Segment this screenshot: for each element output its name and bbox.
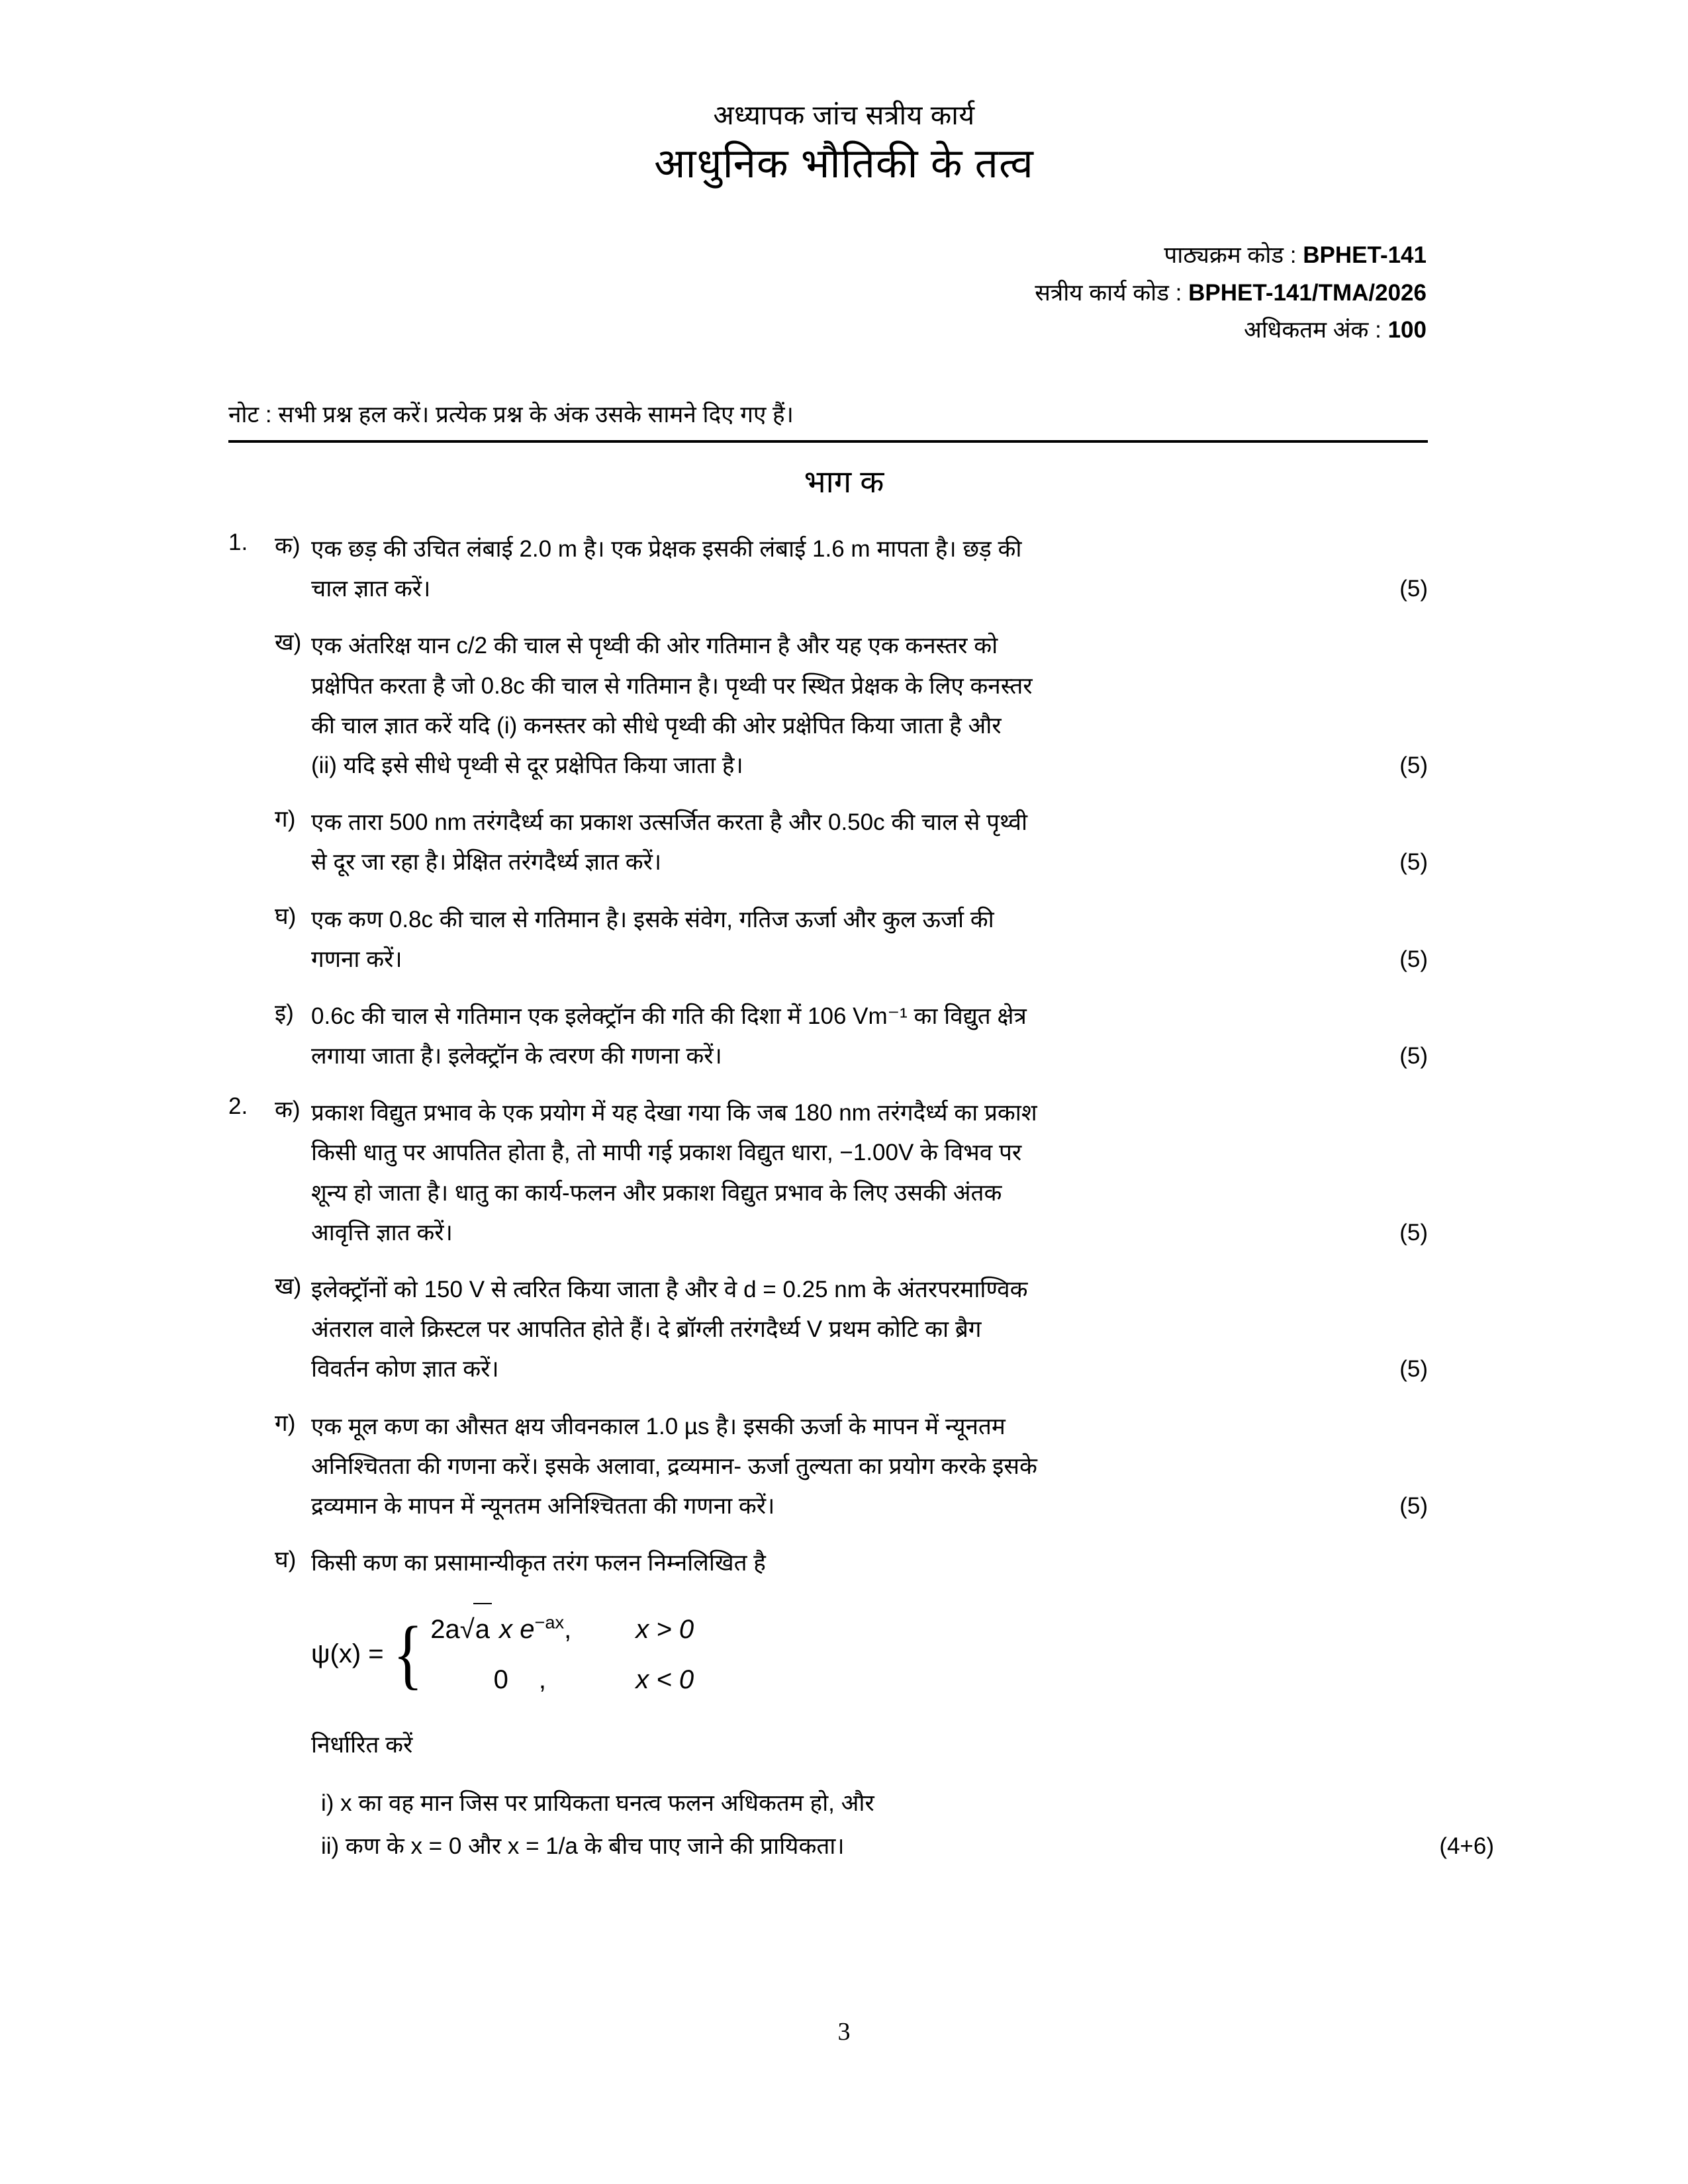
meta-maximum-marks-label: अधिकतम अंक : <box>1243 317 1388 343</box>
text-line: एक मूल कण का औसत क्षय जीवनकाल 1.0 µs है। इसकी ऊर्जा के मापन में न्यूनतम <box>311 1413 1006 1439</box>
question-2-part-a <box>228 1093 1428 1253</box>
question-1-parts <box>228 529 1428 1076</box>
text-line: किसी कण का प्रसामान्यीकृत तरंग फलन निम्नलिखित है <box>311 1550 766 1576</box>
marks-value: (5) <box>1399 1356 1428 1383</box>
meta-maximum-marks-value: 100 <box>1387 317 1427 343</box>
text-line: से दूर जा रहा है। प्रेक्षित तरंगदैर्ध्य ज्ञात करें। (5) <box>311 842 1315 882</box>
sqrt-icon: √ <box>459 1615 475 1645</box>
text-line: एक अंतरिक्ष यान c/2 की चाल से पृथ्वी की ओर गतिमान है और यह एक कनस्तर को <box>311 633 998 659</box>
marks-value: (5) <box>1399 1219 1428 1246</box>
meta-course-code <box>1035 237 1427 275</box>
formula-comma: , <box>564 1615 572 1645</box>
meta-assignment-code <box>1035 275 1427 312</box>
course-meta-block <box>1035 237 1427 349</box>
left-brace-icon: { <box>393 1610 423 1697</box>
text-line: चाल ज्ञात करें। (5) <box>311 569 1315 609</box>
question-2-part-a-label: क) <box>275 1097 301 1123</box>
page-title: आधुनिक भौतिकी के तत्व <box>654 141 1034 187</box>
question-1-part-c-body <box>311 803 1428 882</box>
text-line: अनिश्चितता की गणना करें। इसके अलावा, द्रव्यमान- ऊर्जा तुल्यता का प्रयोग करके इसके <box>311 1453 1037 1479</box>
text-line: आवृत्ति ज्ञात करें। (5) <box>311 1213 1315 1253</box>
text-line: प्रकाश विद्युत प्रभाव के एक प्रयोग में यह देखा गया कि जब 180 nm तरंगदैर्ध्य का प्रकाश <box>311 1100 1037 1126</box>
marks-value: (5) <box>1399 946 1428 972</box>
marks-value: (5) <box>1399 1492 1428 1519</box>
text-line: शून्य हो जाता है। धातु का कार्य-फलन और प्रकाश विद्युत प्रभाव के लिए उसकी अंतक <box>311 1179 1002 1206</box>
text-line: अंतराल वाले क्रिस्टल पर आपतित होते हैं। दे ब्रॉग्ली तरंगदैर्ध्य V प्रथम कोटि का ब्रैग <box>311 1316 982 1343</box>
question-1-part-e <box>228 997 1428 1076</box>
marks-value: (5) <box>1399 849 1428 876</box>
formula-zero: 0 <box>493 1665 508 1695</box>
text-line: एक तारा 500 nm तरंगदैर्ध्य का प्रकाश उत्सर्जित करता है और 0.50c की चाल से पृथ्वी <box>311 809 1028 836</box>
header-divider <box>228 440 1428 443</box>
question-1-part-b <box>228 626 1428 786</box>
meta-course-code-value: BPHET-141 <box>1303 242 1427 268</box>
formula-coefficient: 2a <box>430 1615 460 1645</box>
formula-case-row <box>430 1603 694 1655</box>
meta-assignment-code-label: सत्रीय कार्य कोड : <box>1035 279 1189 306</box>
formula-comma: , <box>538 1665 546 1695</box>
question-2-part-d-body <box>311 1543 1428 1583</box>
meta-assignment-code-value: BPHET-141/TMA/2026 <box>1188 279 1427 306</box>
question-1-part-b-label: ख) <box>275 629 302 656</box>
marks-value: (5) <box>1399 576 1428 602</box>
question-1-part-e-label: इ) <box>275 999 294 1026</box>
text-line: द्रव्यमान के मापन में न्यूनतम अनिश्चितता की गणना करें। (5) <box>311 1486 1315 1526</box>
formula-exponent: −ax <box>534 1612 565 1633</box>
text-line: (ii) यदि इसे सीधे पृथ्वी से दूर प्रक्षेपित किया जाता है। (5) <box>311 746 1315 786</box>
formula-radicand: a <box>473 1603 492 1655</box>
text-line: एक कण 0.8c की चाल से गतिमान है। इसके संवेग, गतिज ऊर्जा और कुल ऊर्जा की <box>311 906 994 933</box>
formula-cases <box>430 1603 694 1705</box>
question-1-part-a-label: क) <box>275 533 301 559</box>
question-1-part-d-label: घ) <box>275 903 297 929</box>
question-2-part-a-body <box>311 1093 1428 1253</box>
formula-mid: x e <box>491 1615 535 1645</box>
question-2-part-d-label: घ) <box>275 1547 297 1573</box>
text-line: इलेक्ट्रॉनों को 150 V से त्वरित किया जाता है और वे d = 0.25 nm के अंतरपरमाण्विक <box>311 1277 1028 1302</box>
question-2-part-b-label: ख) <box>275 1273 302 1299</box>
text-line: 0.6c की चाल से गतिमान एक इलेक्ट्रॉन की गति की दिशा में 106 Vm⁻¹ का विद्युत क्षेत्र <box>311 1003 1027 1029</box>
question-2-part-b-body <box>311 1270 1428 1390</box>
text-line: गणना करें। (5) <box>311 940 1315 979</box>
question-1-part-a-body <box>311 529 1428 609</box>
question-1-number: 1. <box>228 529 248 555</box>
marks-value: (5) <box>1399 1043 1428 1069</box>
question-1-part-b-body <box>311 626 1428 786</box>
text-line: एक छड़ की उचित लंबाई 2.0 m है। एक प्रेक्षक इसकी लंबाई 1.6 m मापता है। छड़ की <box>311 536 1022 562</box>
sub-item-ii-text: ii) कण के x = 0 और x = 1/a के बीच पाए जाने की प्रायिकता। <box>321 1833 845 1860</box>
sub-item-i: i) x का वह मान जिस पर प्रायिकता घनत्व फलन अधिकतम हो, और <box>321 1790 874 1817</box>
question-1-part-d <box>228 900 1428 979</box>
sub-items-list <box>321 1782 1494 1868</box>
wave-function-formula <box>311 1603 1428 1705</box>
question-2-part-c-label: ग) <box>275 1410 296 1436</box>
formula-case-row <box>430 1655 694 1705</box>
questions-list <box>228 529 1494 1886</box>
question-1-part-a <box>228 529 1428 609</box>
text-line: प्रक्षेपित करता है जो 0.8c की चाल से गतिमान है। पृथ्वी पर स्थित प्रेक्षक के लिए कनस्तर <box>311 672 1033 699</box>
question-2-part-b <box>228 1270 1428 1390</box>
text-line: किसी धातु पर आपतित होता है, तो मापी गई प्रकाश विद्युत धारा, −1.00V के विभव पर <box>311 1140 1022 1166</box>
question-1-part-c <box>228 803 1428 882</box>
formula-case-2-expression <box>430 1655 609 1705</box>
meta-maximum-marks <box>1035 312 1427 349</box>
text-line: की चाल ज्ञात करें यदि (i) कनस्तर को सीधे पृथ्वी की ओर प्रक्षेपित किया जाता है और <box>311 712 1002 739</box>
document-header <box>0 99 1688 190</box>
determine-instruction: निर्धारित करें <box>311 1732 413 1758</box>
formula-lhs: ψ(x) = <box>311 1639 384 1668</box>
formula-case-1-condition: x > 0 <box>635 1615 694 1645</box>
question-2-part-d <box>228 1543 1494 1868</box>
page-number: 3 <box>837 2018 851 2046</box>
question-2 <box>228 1093 1494 1868</box>
sub-item-ii <box>321 1825 1494 1868</box>
meta-course-code-label: पाठ्यक्रम कोड : <box>1164 242 1303 268</box>
instructions-note: नोट : सभी प्रश्न हल करें। प्रत्येक प्रश्न के अंक उसके सामने दिए गए हैं। <box>228 402 794 428</box>
question-2-part-c <box>228 1407 1428 1527</box>
section-heading: भाग क <box>804 464 884 499</box>
text-line: लगाया जाता है। इलेक्ट्रॉन के त्वरण की गणना करें। (5) <box>311 1036 1315 1076</box>
text-line: विवर्तन कोण ज्ञात करें। (5) <box>311 1349 1315 1389</box>
question-1-part-c-label: ग) <box>275 806 296 833</box>
marks-value: (4+6) <box>1439 1833 1494 1860</box>
question-1 <box>228 529 1428 1076</box>
assignment-type-line: अध्यापक जांच सत्रीय कार्य <box>713 100 975 130</box>
formula-case-1-expression <box>430 1603 609 1655</box>
question-1-part-d-body <box>311 900 1428 979</box>
marks-value: (5) <box>1399 752 1428 778</box>
question-2-part-c-body <box>311 1407 1428 1527</box>
formula-case-2-condition: x < 0 <box>635 1665 694 1695</box>
question-2-parts <box>228 1093 1494 1868</box>
question-2-number: 2. <box>228 1093 248 1120</box>
question-1-part-e-body <box>311 997 1428 1076</box>
